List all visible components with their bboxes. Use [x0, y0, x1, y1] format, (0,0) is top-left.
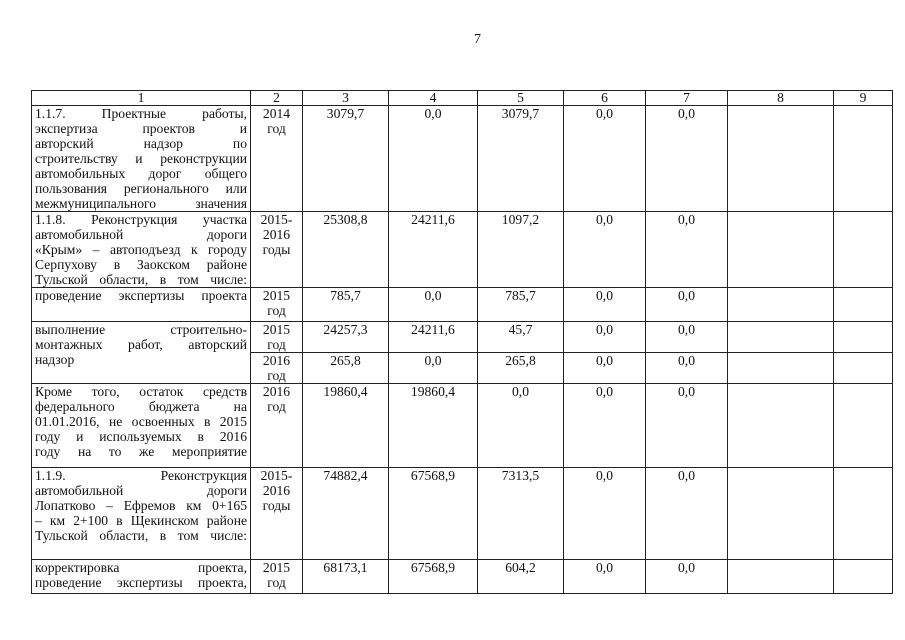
description-line: 1.1.7. Проектные работы, [35, 106, 247, 121]
description-line: экспертиза проектов и [35, 121, 247, 136]
row-period [251, 353, 303, 384]
row-description [32, 322, 251, 384]
cell-c5: 7313,5 [478, 468, 564, 560]
cell-c6: 0,0 [564, 468, 646, 560]
cell-c3: 24257,3 [303, 322, 389, 353]
header-cell-2: 2 [251, 91, 303, 106]
cell-c3: 68173,1 [303, 560, 389, 594]
cell-c6: 0,0 [564, 322, 646, 353]
cell-c4: 24211,6 [389, 212, 478, 288]
cell-c5: 0,0 [478, 384, 564, 468]
cell-c7: 0,0 [646, 212, 728, 288]
description-line: Тульской области, в том числе: [35, 272, 247, 287]
cell-c3: 3079,7 [303, 106, 389, 212]
period-line: год [267, 399, 286, 414]
period-line: 2015- [260, 212, 293, 227]
cell-c8 [728, 468, 834, 560]
cell-c7: 0,0 [646, 322, 728, 353]
header-cell-9: 9 [834, 91, 893, 106]
header-cell-4: 4 [389, 91, 478, 106]
description-line: автомобильной дороги [35, 483, 247, 498]
cell-c4: 0,0 [389, 288, 478, 322]
row-period [251, 560, 303, 594]
cell-c3: 785,7 [303, 288, 389, 322]
cell-c8 [728, 384, 834, 468]
cell-c6: 0,0 [564, 212, 646, 288]
cell-c8 [728, 288, 834, 322]
header-cell-6: 6 [564, 91, 646, 106]
period-line: 2016 [262, 384, 291, 399]
cell-c6: 0,0 [564, 288, 646, 322]
table-row [32, 106, 893, 212]
period-line: год [267, 575, 286, 590]
cell-c5: 45,7 [478, 322, 564, 353]
description-line: федерального бюджета на [35, 399, 247, 414]
cell-c5: 785,7 [478, 288, 564, 322]
row-period [251, 106, 303, 212]
cell-c4: 19860,4 [389, 384, 478, 468]
description-line: «Крым» – автоподъезд к городу [35, 242, 247, 257]
cell-c3: 74882,4 [303, 468, 389, 560]
cell-c5: 604,2 [478, 560, 564, 594]
period-line: 2015 [262, 560, 291, 575]
row-period [251, 384, 303, 468]
row-description [32, 560, 251, 594]
cell-c6: 0,0 [564, 106, 646, 212]
cell-c9 [834, 212, 893, 288]
cell-c7: 0,0 [646, 384, 728, 468]
description-line: году на то же мероприятие [35, 444, 247, 459]
cell-c4: 67568,9 [389, 560, 478, 594]
table-row [32, 384, 893, 468]
description-line: 1.1.8. Реконструкция участка [35, 212, 247, 227]
description-line: автомобильных дорог общего [35, 166, 247, 181]
cell-c7: 0,0 [646, 106, 728, 212]
description-line: надзор [35, 352, 75, 367]
table-row [32, 468, 893, 560]
row-period [251, 468, 303, 560]
description-line: строительству и реконструкции [35, 151, 247, 166]
description-line: 1.1.9. Реконструкция [35, 468, 247, 483]
cell-c4: 24211,6 [389, 322, 478, 353]
cell-c7: 0,0 [646, 560, 728, 594]
cell-c5: 3079,7 [478, 106, 564, 212]
table-row [32, 212, 893, 288]
cell-c4: 0,0 [389, 106, 478, 212]
row-description [32, 468, 251, 560]
period-line: 2015 [262, 288, 291, 303]
description-line: Серпухову в Заокском районе [35, 257, 247, 272]
cell-c6: 0,0 [564, 560, 646, 594]
description-line: автомобильной дороги [35, 227, 247, 242]
period-line: 2015 [262, 322, 291, 337]
cell-c9 [834, 560, 893, 594]
header-cell-1: 1 [32, 91, 251, 106]
cell-c7: 0,0 [646, 468, 728, 560]
cell-c8 [728, 212, 834, 288]
description-line: году и используемых в 2016 [35, 429, 247, 444]
header-cell-7: 7 [646, 91, 728, 106]
row-period [251, 288, 303, 322]
row-description [32, 212, 251, 288]
cell-c8 [728, 322, 834, 353]
description-line: выполнение строительно- [35, 322, 247, 337]
cell-c8 [728, 560, 834, 594]
row-description [32, 106, 251, 212]
table-row [32, 322, 893, 353]
cell-c8 [728, 106, 834, 212]
cell-c3: 265,8 [303, 353, 389, 384]
period-line: год [267, 368, 286, 383]
period-line: 2015- [260, 468, 293, 483]
cell-c9 [834, 106, 893, 212]
description-line: – км 2+100 в Щекинском районе [35, 513, 247, 528]
header-row [32, 91, 893, 106]
page-number: 7 [474, 32, 481, 47]
row-description [32, 384, 251, 468]
period-line: 2016 [262, 353, 291, 368]
description-line: пользования регионального или [35, 181, 247, 196]
cell-c6: 0,0 [564, 353, 646, 384]
description-line: Кроме того, остаток средств [35, 384, 247, 399]
description-line: Тульской области, в том числе: [35, 528, 247, 543]
period-line: 2014 [262, 106, 291, 121]
cell-c7: 0,0 [646, 353, 728, 384]
description-line: авторский надзор по [35, 136, 247, 151]
table-row [32, 560, 893, 594]
row-period [251, 322, 303, 353]
header-cell-5: 5 [478, 91, 564, 106]
cell-c9 [834, 384, 893, 468]
description-line: Лопатково – Ефремов км 0+165 [35, 498, 247, 513]
description-line: монтажных работ, авторский [35, 337, 247, 352]
period-line: 2016 [262, 483, 291, 498]
cell-c7: 0,0 [646, 288, 728, 322]
description-line: корректировка проекта, [35, 560, 247, 575]
cell-c9 [834, 353, 893, 384]
description-line: проведение экспертизы проекта, [35, 575, 247, 590]
cell-c9 [834, 322, 893, 353]
period-line: 2016 [262, 227, 291, 242]
cell-c3: 19860,4 [303, 384, 389, 468]
period-line: годы [262, 498, 291, 513]
period-line: годы [262, 242, 291, 257]
description-line: межмуниципального значения [35, 196, 247, 211]
description-line: 01.01.2016, не освоенных в 2015 [35, 414, 247, 429]
cell-c9 [834, 288, 893, 322]
row-description [32, 288, 251, 322]
header-cell-8: 8 [728, 91, 834, 106]
cell-c4: 67568,9 [389, 468, 478, 560]
cell-c5: 1097,2 [478, 212, 564, 288]
table-row [32, 288, 893, 322]
cell-c6: 0,0 [564, 384, 646, 468]
row-period [251, 212, 303, 288]
description-line: проведение экспертизы проекта [35, 288, 247, 303]
cell-c5: 265,8 [478, 353, 564, 384]
period-line: год [267, 303, 286, 318]
period-line: год [267, 337, 286, 352]
cell-c9 [834, 468, 893, 560]
period-line: год [267, 121, 286, 136]
cell-c8 [728, 353, 834, 384]
header-cell-3: 3 [303, 91, 389, 106]
budget-table [31, 90, 893, 594]
cell-c4: 0,0 [389, 353, 478, 384]
cell-c3: 25308,8 [303, 212, 389, 288]
